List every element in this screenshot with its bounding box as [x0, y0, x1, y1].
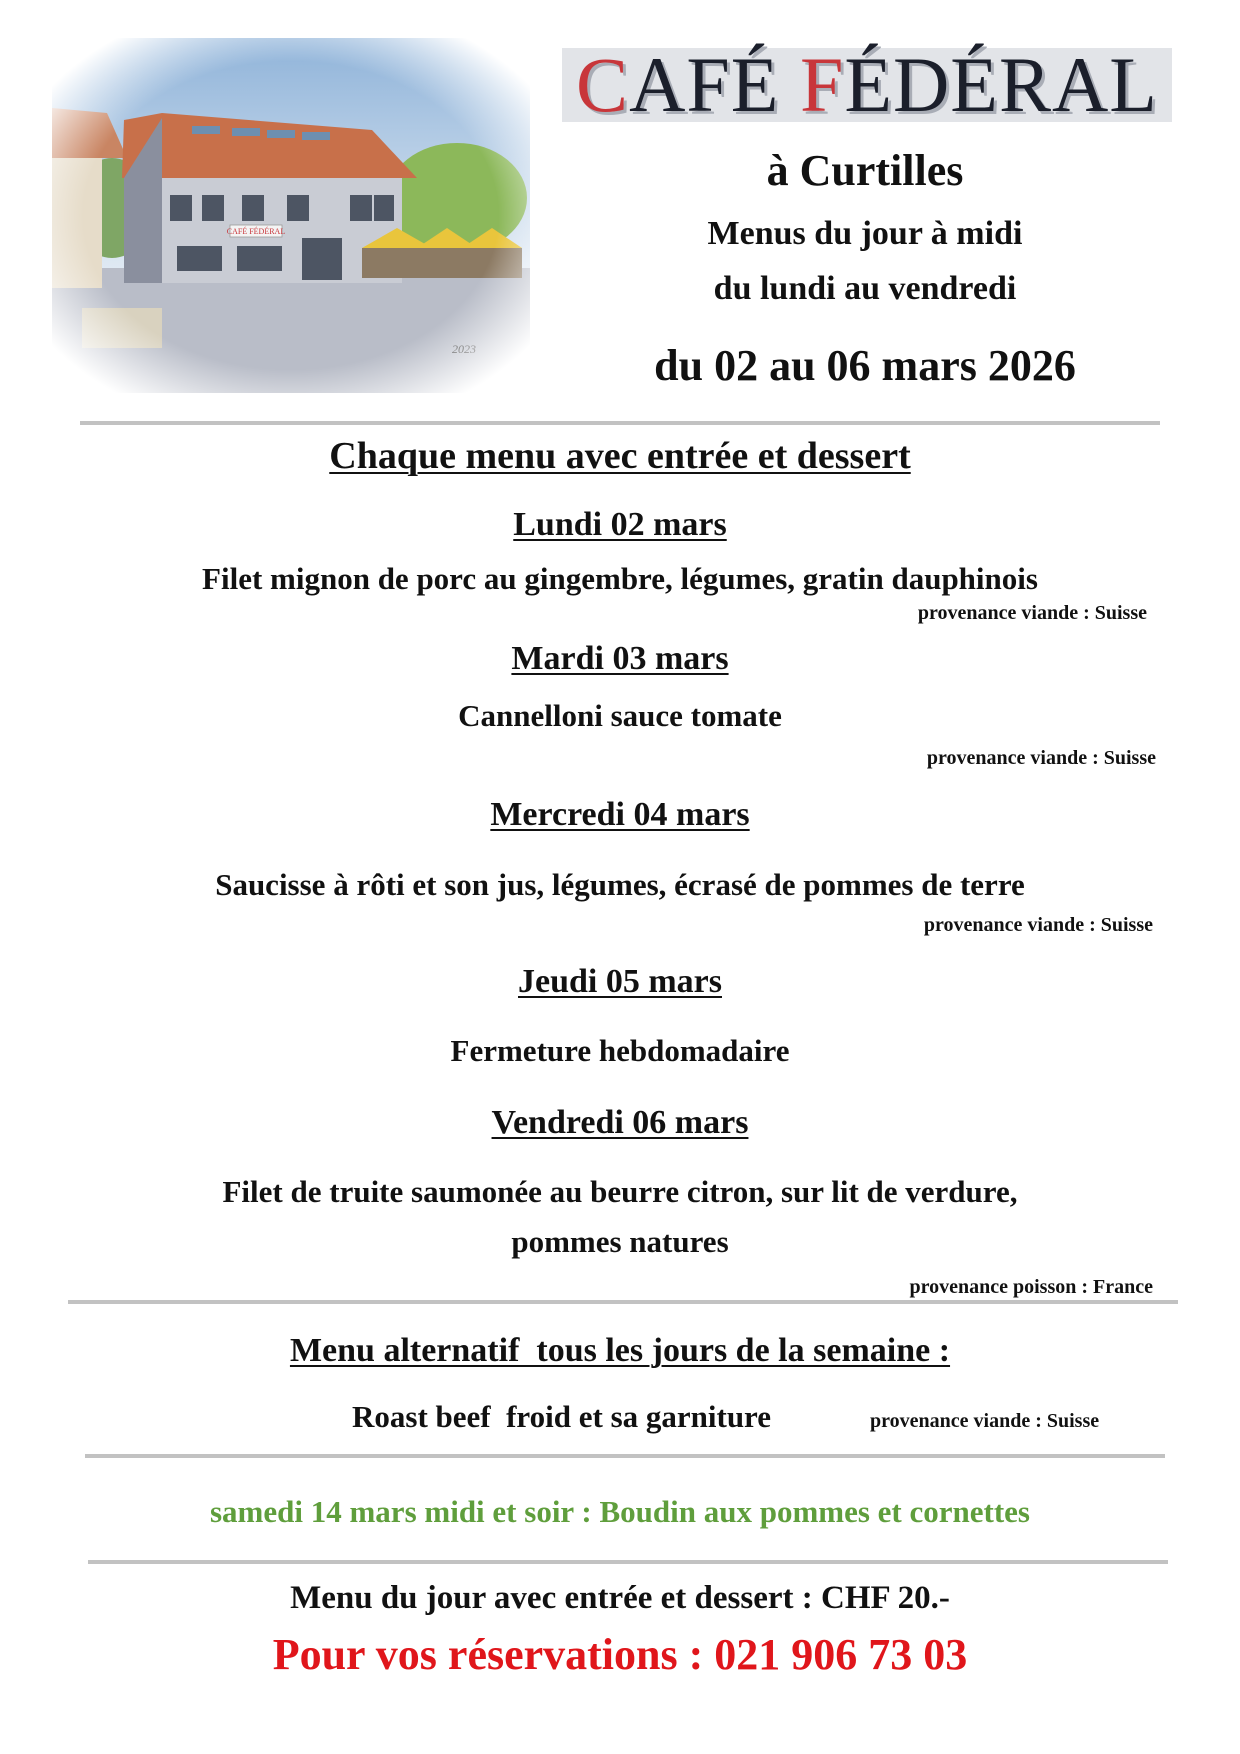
origin-mardi: provenance viande : Suisse	[926, 747, 1156, 769]
title-initial-f: F	[799, 41, 845, 128]
day-heading-jeudi: Jeudi 05 mars	[518, 963, 722, 1000]
day-heading-lundi: Lundi 02 mars	[513, 506, 727, 543]
dish-vendredi-line-2: pommes natures	[511, 1224, 729, 1259]
dish-vendredi-line-1: Filet de truite saumonée au beurre citron, sur lit de verdure,	[222, 1174, 1018, 1209]
location: à Curtilles	[766, 146, 964, 195]
origin-lundi: provenance viande : Suisse	[917, 602, 1147, 624]
week-range: du 02 au 06 mars 2026	[654, 341, 1076, 390]
day-heading-vendredi: Vendredi 06 mars	[491, 1104, 749, 1141]
origin-mercredi: provenance viande : Suisse	[923, 914, 1153, 936]
title-initial-c: C	[576, 41, 630, 128]
alternative-origin: provenance viande : Suisse	[870, 1410, 1100, 1432]
menu-intro: Chaque menu avec entrée et dessert	[329, 435, 911, 477]
subtitle-line-2: du lundi au vendredi	[713, 270, 1017, 307]
dish-mardi: Cannelloni sauce tomate	[458, 698, 782, 733]
cafe-illustration	[52, 38, 530, 393]
title-word-cafe: AFÉ	[629, 41, 800, 128]
alternative-heading: Menu alternatif tous les jours de la semaine :	[289, 1332, 951, 1369]
divider	[85, 1454, 1165, 1458]
day-heading-mercredi: Mercredi 04 mars	[490, 796, 750, 833]
reservation-phone: Pour vos réservations : 021 906 73 03	[272, 1630, 968, 1679]
dish-lundi: Filet mignon de porc au gingembre, légumes, gratin dauphinois	[202, 561, 1038, 596]
alternative-dish: Roast beef froid et sa garniture	[352, 1399, 772, 1434]
title-word-federal: ÉDÉRAL	[844, 41, 1158, 128]
cafe-title-banner	[562, 41, 1172, 128]
dish-mercredi: Saucisse à rôti et son jus, légumes, écrasé de pommes de terre	[215, 867, 1025, 902]
day-heading-mardi: Mardi 03 mars	[511, 640, 729, 677]
subtitle-line-1: Menus du jour à midi	[707, 215, 1023, 252]
price-line: Menu du jour avec entrée et dessert : CHF 20.-	[290, 1580, 950, 1616]
divider	[88, 1560, 1168, 1564]
divider	[68, 1300, 1178, 1304]
origin-vendredi: provenance poisson : France	[909, 1276, 1153, 1298]
cafe-title	[576, 41, 1158, 128]
saturday-special: samedi 14 mars midi et soir : Boudin aux pommes et cornettes	[209, 1494, 1030, 1529]
dish-jeudi: Fermeture hebdomadaire	[450, 1033, 790, 1068]
divider	[80, 421, 1160, 425]
